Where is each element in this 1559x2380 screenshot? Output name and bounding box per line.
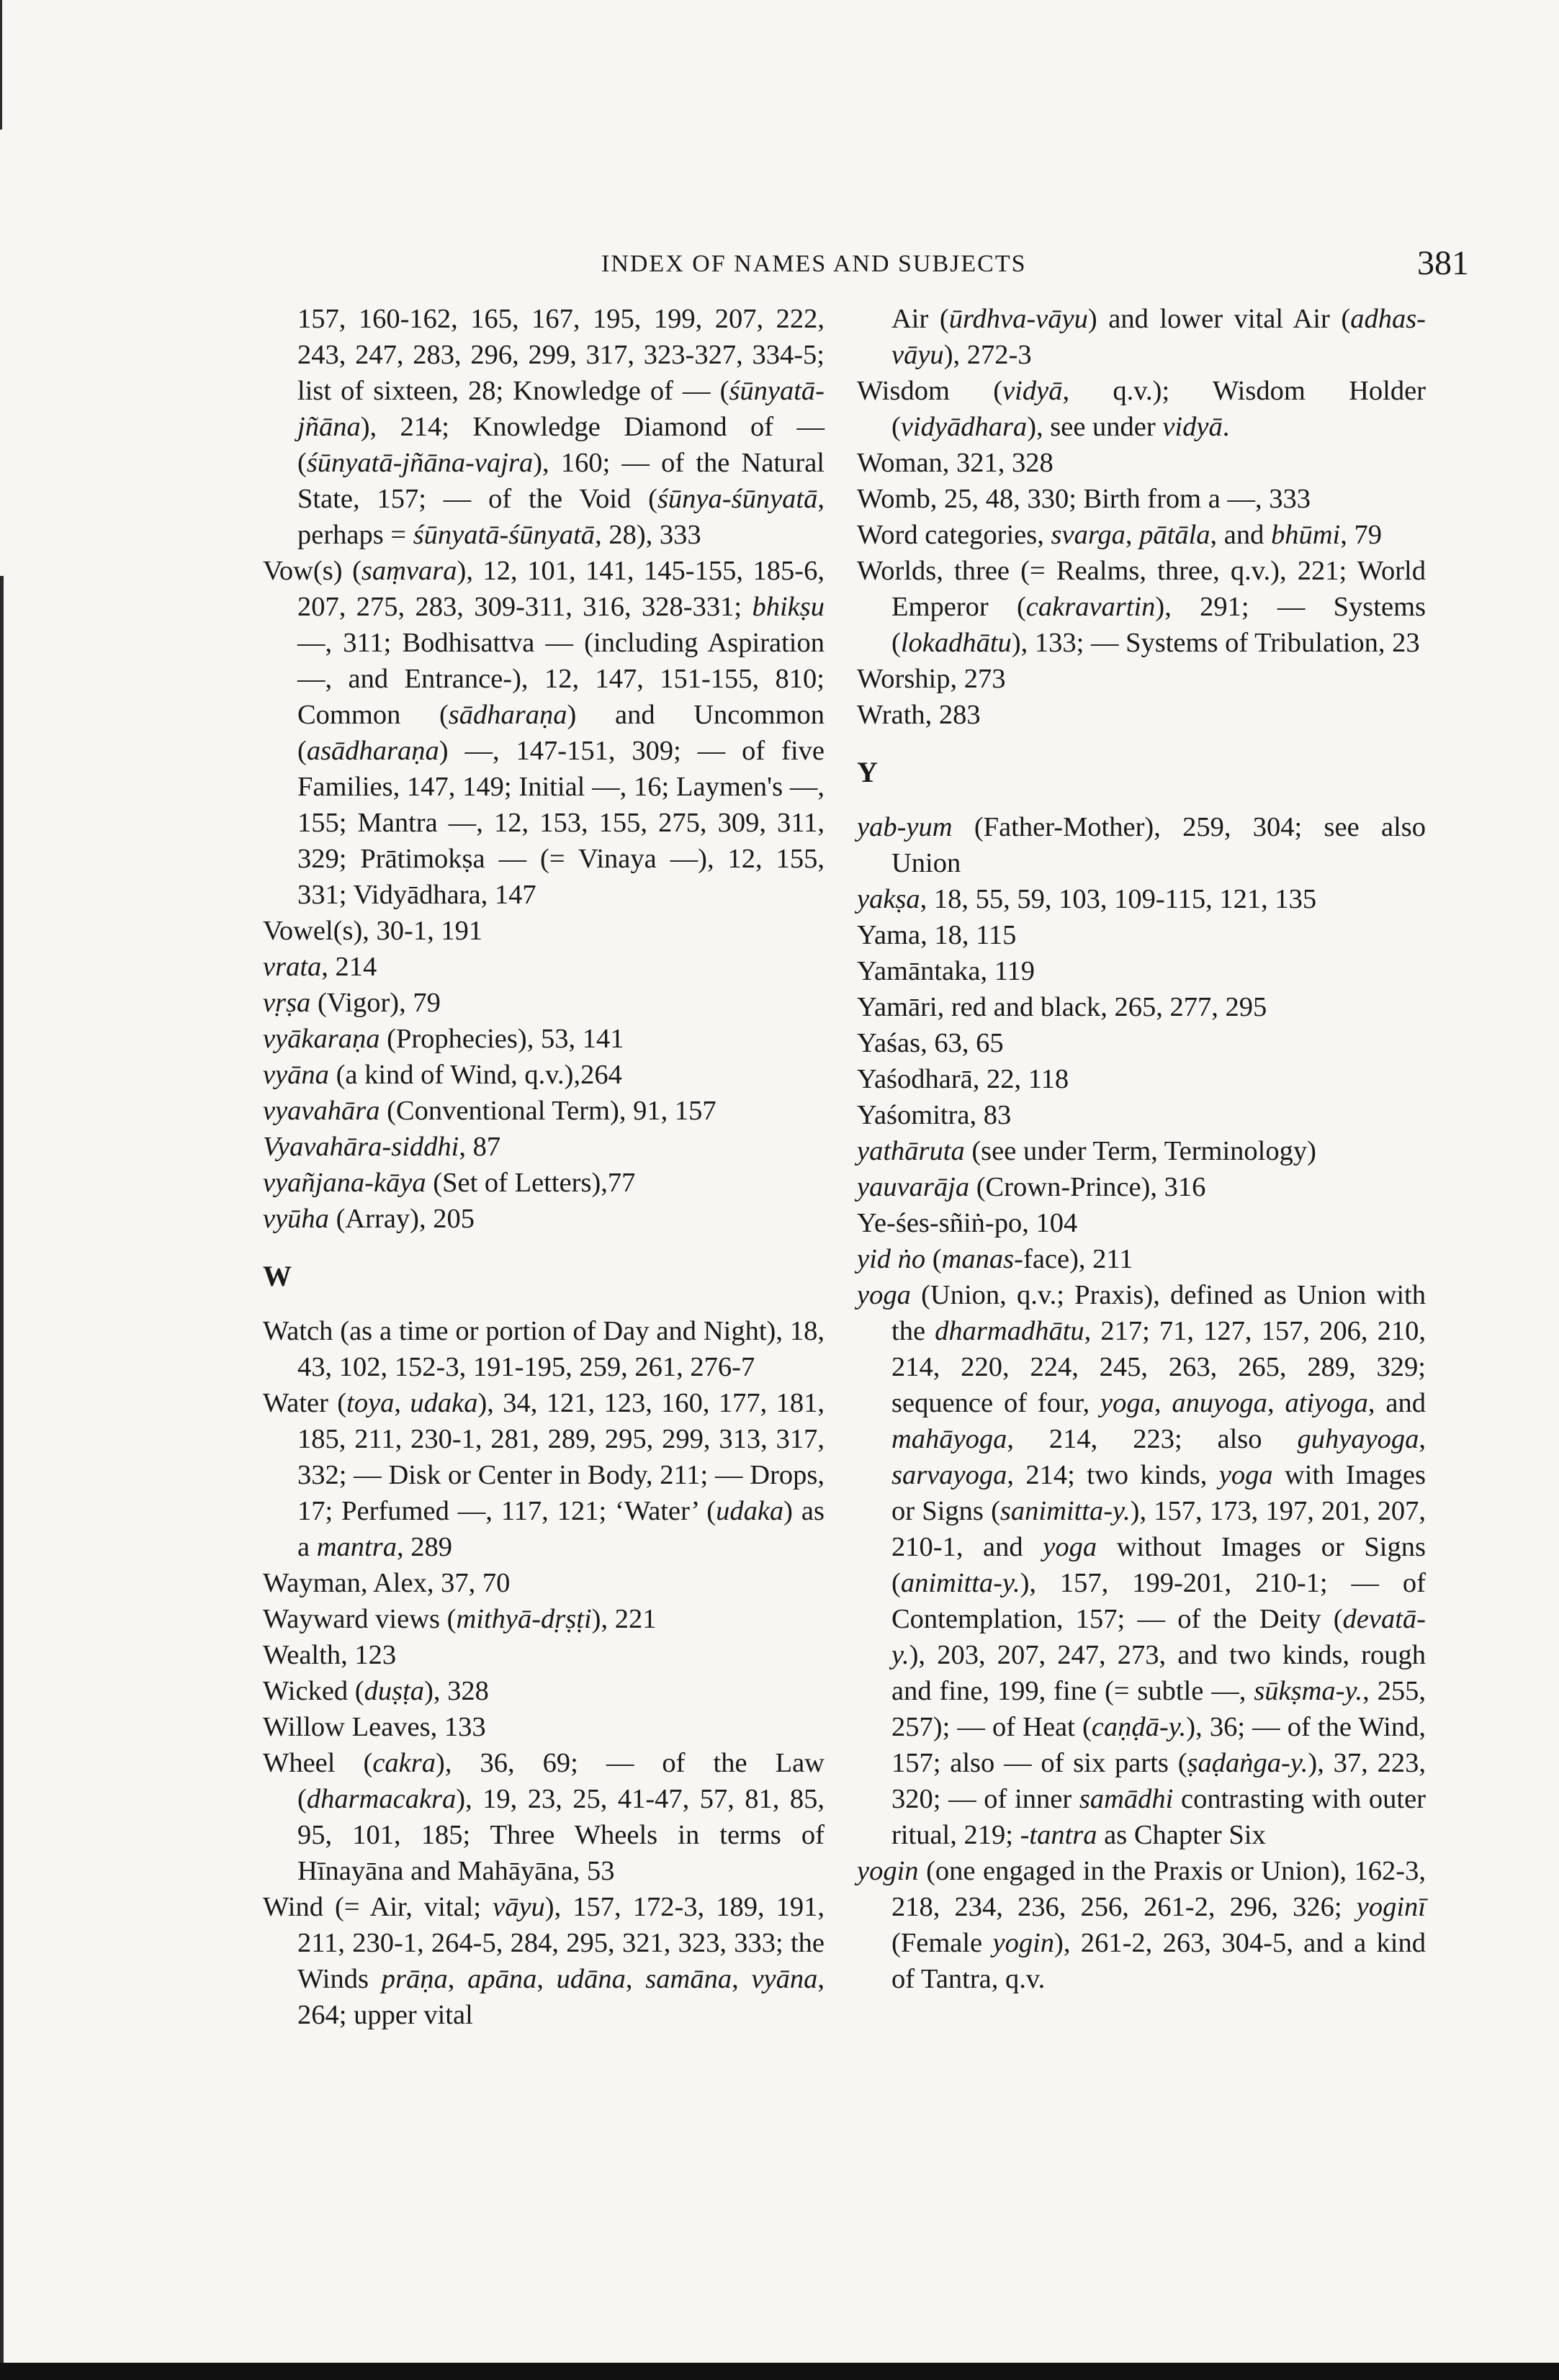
index-entry: Worship, 273 [857,664,1006,694]
index-entry: Wicked (duṣṭa), 328 [263,1676,489,1706]
index-entry: Wheel (cakra), 36, 69; — of the Law (dharmacakra), 19, 23, 25, 41-47, 57, 81, 85, 95, 101, 185; Three Wheels in terms of Hīnayāna and Mahāyāna, 53 [263,1748,825,1886]
index-entry: Wisdom (vidyā, q.v.); Wisdom Holder (vidyādhara), see under vidyā. [857,376,1427,442]
index-entry: vrata, 214 [263,952,377,982]
right-column [857,301,1426,1997]
index-entry: 157, 160-162, 165, 167, 195, 199, 207, 222, 243, 247, 283, 296, 299, 317, 323-327, 334-5; list of sixteen, 28; Knowledge of — (śūnyatā-jñāna), 214; Knowledge Diamond of — (śūnyatā-jñāna-vajra), 160; — of the Natural State, 157; — of the Void (śūnya-śūnyatā, perhaps = śūnyatā-śūnyatā, 28), 333 [297,304,825,550]
index-entry: yakṣa, 18, 55, 59, 103, 109-115, 121, 135 [857,884,1317,914]
index-entry: yauvarāja (Crown-Prince), 316 [857,1172,1206,1202]
index-entry: Vyavahāra-siddhi, 87 [263,1132,501,1162]
index-entry: Word categories, svarga, pātāla, and bhūmi, 79 [857,520,1382,550]
index-entry: Watch (as a time or portion of Day and Night), 18, 43, 102, 152-3, 191-195, 259, 261, 276-7 [263,1316,825,1382]
index-entry: vyūha (Array), 205 [263,1204,475,1234]
index-entry: yoga (Union, q.v.; Praxis), defined as Union with the dharmadhātu, 217; 71, 127, 157, 206, 210, 214, 220, 224, 245, 263, 265, 289, 329; sequence of four, yoga, anuyoga, atiyoga, and mahāyoga, 214, 223; also guhyayoga, sarvayoga, 214; two kinds, yoga with Images or Signs (sanimitta-y.), 157, 173, 197, 201, 207, 210-1, and yoga without Images or Signs (animitta-y.), 157, 199-201, 210-1; — of Contemplation, 157; — of the Deity (devatā-y.), 203, 207, 247, 273, and two kinds, rough and fine, 199, fine (= subtle —, sūkṣma-y., 255, 257); — of Heat (caṇḍā-y.), 36; — of the Wind, 157; also — of six parts (ṣaḍaṅga-y.), 37, 223, 320; — of inner samādhi contrasting with outer ritual, 219; -tantra as Chapter Six [857,1280,1427,1850]
w-entry-list [857,373,1426,733]
index-entry: Yaśomitra, 83 [857,1100,1012,1130]
left-column [263,301,825,2033]
section-letter-w: W [263,1260,292,1292]
scan-edge-mark [0,0,2,130]
index-entry: Wealth, 123 [263,1640,397,1670]
index-entry: yogin (one engaged in the Praxis or Union), 162-3, 218, 234, 236, 256, 261-2, 296, 326; yoginī (Female yogin), 261-2, 263, 304-5, and a kind of Tantra, q.v. [857,1856,1426,1994]
index-entry: Yamāri, red and black, 265, 277, 295 [857,992,1267,1022]
index-entry: yab-yum (Father-Mother), 259, 304; see also Union [857,812,1426,878]
running-title: INDEX OF NAMES AND SUBJECTS [601,251,1027,277]
index-entry: yid ṅo (manas-face), 211 [857,1244,1133,1274]
index-entry: Water (toya, udaka), 34, 121, 123, 160, 177, 181, 185, 211, 230-1, 281, 289, 295, 299, 313, 317, 332; — Disk or Center in Body, 211; — Drops, 17; Perfumed —, 117, 121; ‘Water’ (udaka) as a mantra, 289 [263,1388,825,1562]
index-entry: vyāna (a kind of Wind, q.v.),264 [263,1060,622,1090]
index-entry: vyākaraṇa (Prophecies), 53, 141 [263,1024,624,1054]
index-entry: Ye-śes-sñiṅ-po, 104 [857,1208,1078,1238]
index-entry: Yama, 18, 115 [857,920,1017,950]
index-entry: Vow(s) (saṃvara), 12, 101, 141, 145-155, 185-6, 207, 275, 283, 309-311, 316, 328-331; bhikṣu —, 311; Bodhisattva — (including Aspiration —, and Entrance-), 12, 147, 151-155, 810; Common (sādharaṇa) and Uncommon (asādharaṇa) —, 147-151, 309; — of five Families, 147, 149; Initial —, 16; Laymen's —, 155; Mantra —, 12, 153, 155, 275, 309, 311, 329; Prātimokṣa — (= Vinaya —), 12, 155, 331; Vidyādhara, 147 [263,556,825,910]
index-entry: Willow Leaves, 133 [263,1712,486,1742]
scan-edge-mark [0,576,4,2380]
index-entry: Wayward views (mithyā-dṛṣṭi), 221 [263,1604,657,1634]
w-entry-list [263,1313,825,2033]
index-entry-continuation: Air (ūrdhva-vāyu) and lower vital Air (adhas-vāyu), 272-3 [891,304,1426,370]
index-entry: Wrath, 283 [857,700,981,730]
index-entry: Wayman, Alex, 37, 70 [263,1568,511,1598]
index-entry: Wind (= Air, vital; vāyu), 157, 172-3, 189, 191, 211, 230-1, 264-5, 284, 295, 321, 323, 333; the Winds prāṇa, apāna, udāna, samāna, vyāna, 264; upper vital [263,1892,825,2030]
index-entry: Yamāntaka, 119 [857,956,1035,986]
page-number: 381 [1417,244,1469,282]
index-entry: Yaśodharā, 22, 118 [857,1064,1069,1094]
index-entry: vyavahāra (Conventional Term), 91, 157 [263,1096,716,1126]
index-entry: yathāruta (see under Term, Terminology) [857,1136,1316,1166]
index-entry: Womb, 25, 48, 330; Birth from a —, 333 [857,484,1311,514]
left-entry-list [263,301,825,1237]
section-letter-y: Y [857,756,878,788]
index-entry: Worlds, three (= Realms, three, q.v.), 221; World Emperor (cakravartin), 291; — Systems (lokadhātu), 133; — Systems of Tribulation, 23 [857,556,1426,658]
index-entry: vṛṣa (Vigor), 79 [263,988,441,1018]
index-entry: Woman, 321, 328 [857,448,1053,478]
footer-scan-bar [0,2363,1559,2380]
y-entry-list [857,809,1426,1997]
index-entry: Vowel(s), 30-1, 191 [263,916,483,946]
page-header [259,243,1469,294]
index-entry: vyañjana-kāya (Set of Letters),77 [263,1168,636,1198]
index-entry: Yaśas, 63, 65 [857,1028,1004,1058]
